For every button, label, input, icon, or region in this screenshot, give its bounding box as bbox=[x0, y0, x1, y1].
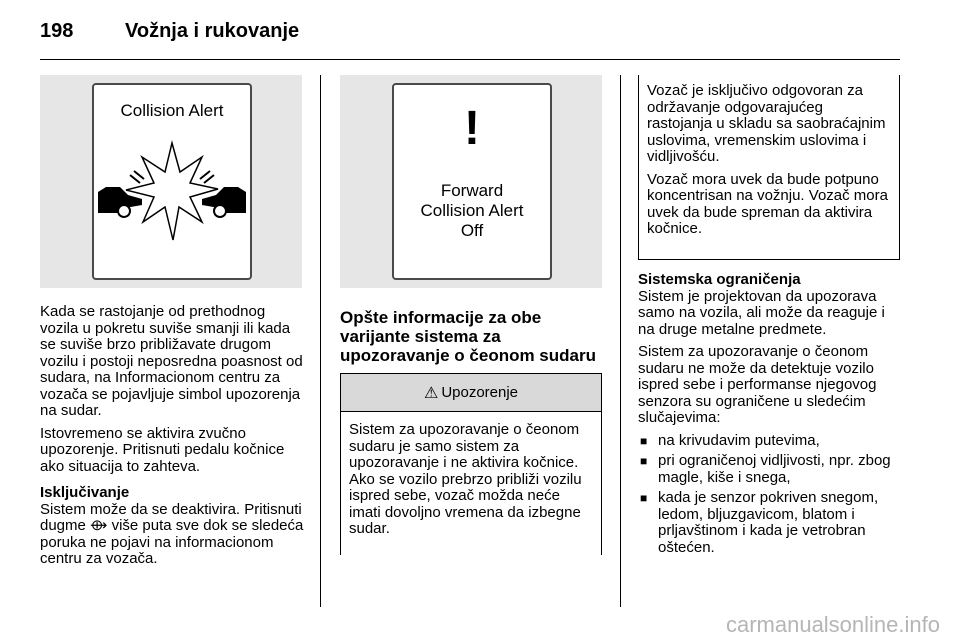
chapter-title: Vožnja i rukovanje bbox=[125, 20, 300, 42]
column-divider-2 bbox=[620, 75, 621, 607]
bullet-icon: ■ bbox=[640, 433, 648, 448]
subheading-limitations: Sistemska ograničenja bbox=[638, 271, 801, 288]
bullet-icon: ■ bbox=[640, 491, 648, 505]
column-divider-1 bbox=[320, 75, 321, 607]
car-left-icon bbox=[98, 171, 144, 217]
starburst-icon bbox=[126, 143, 218, 240]
paragraph: Sistem je projektovan da upozorava samo na vozila, ali može da reaguje i na druge metalne predmete. bbox=[638, 287, 885, 338]
subheading-deactivation: Isključivanje bbox=[40, 484, 130, 501]
list-item: ■ kada je senzor pokriven snegom, ledom, bljuzgavicom, blatom i prljavštinom i kada je vetrobran oštećen. bbox=[640, 489, 879, 556]
list-item: ■ pri ograničenoj vidljivosti, npr. zbog magle, kiše i snega, bbox=[640, 452, 891, 486]
fca-off-figure bbox=[340, 75, 602, 288]
paragraph: Istovremeno se aktivira zvučno upozorenje. Pritisnuti pedalu kočnice ako situacija to zahteva. bbox=[40, 424, 285, 475]
fca-button-icon: ⟴ bbox=[90, 517, 108, 534]
page-number: 198 bbox=[40, 20, 74, 42]
paragraph: Vozač mora uvek da bude potpuno koncentrisan na vožnju. Vozač mora uvek da bude spreman da aktivira kočnice. bbox=[647, 170, 888, 237]
limitations-list bbox=[638, 433, 902, 557]
bullet-icon: ■ bbox=[640, 454, 648, 468]
warning-title: Upozorenje bbox=[441, 384, 519, 401]
fca-off-line-1: Forward bbox=[440, 181, 504, 200]
column-1-text bbox=[40, 304, 305, 574]
paragraph: Vozač je isključivo odgovoran za održavanje odgovarajućeg rastojanja u skladu sa saobraćajnim uslovima, vremenskim uslovima i vidljivošću. bbox=[647, 82, 886, 165]
warning-box bbox=[340, 373, 602, 555]
collision-alert-title: Collision Alert bbox=[120, 101, 224, 120]
section-heading: Opšte informacije za obe varijante sistema za upozoravanje o čeonom sudaru bbox=[340, 308, 596, 365]
page-header bbox=[40, 20, 299, 46]
fca-off-line-3: Off bbox=[460, 221, 484, 240]
collision-alert-icon bbox=[40, 75, 302, 288]
car-right-icon bbox=[200, 171, 246, 217]
paragraph: Kada se rastojanje od prethodnog vozila u pokretu suviše smanji ili kada se suviše brzo približavate drugom vozilu i postoji neposredna poasnost od sudara, na Informacionom centru za vozača se pojavljuje simbol upozorenja na sudar. bbox=[40, 303, 303, 419]
exclamation-icon: ! bbox=[464, 102, 480, 155]
watermark: carmanualsonline.info bbox=[725, 612, 940, 637]
header-rule bbox=[40, 59, 900, 60]
column-3-text bbox=[638, 272, 902, 560]
paragraph: Sistem za upozoravanje o čeonom sudaru ne može da detektuje vozilo ispred sebe i performanse njegovog senzora su ograničene u sledećim slučajevima: bbox=[638, 343, 877, 426]
fca-off-panel bbox=[392, 83, 552, 280]
list-item: ■ na krivudavim putevima, bbox=[640, 431, 820, 449]
collision-alert-figure bbox=[40, 75, 302, 288]
paragraph-deactivation: Sistem može da se deaktivira. Pritisnuti dugme ⟴ više puta sve dok se sledeća poruka ne pojavi na informacionom centru za vozača. bbox=[40, 500, 304, 567]
fca-off-line-2: Collision Alert bbox=[420, 201, 524, 220]
warning-icon: ⚠ bbox=[423, 384, 439, 402]
warning-header bbox=[341, 374, 601, 412]
warning-box-continued bbox=[638, 75, 900, 260]
warning-text: Sistem za upozoravanje o čeonom sudaru je samo sistem za upozoravanje i ne aktivira kočnice. Ako se vozilo prebrzo približi vozilu ispred sebe, vozač možda neće imati dovoljno vremena da izbegne sudar. bbox=[349, 421, 582, 537]
